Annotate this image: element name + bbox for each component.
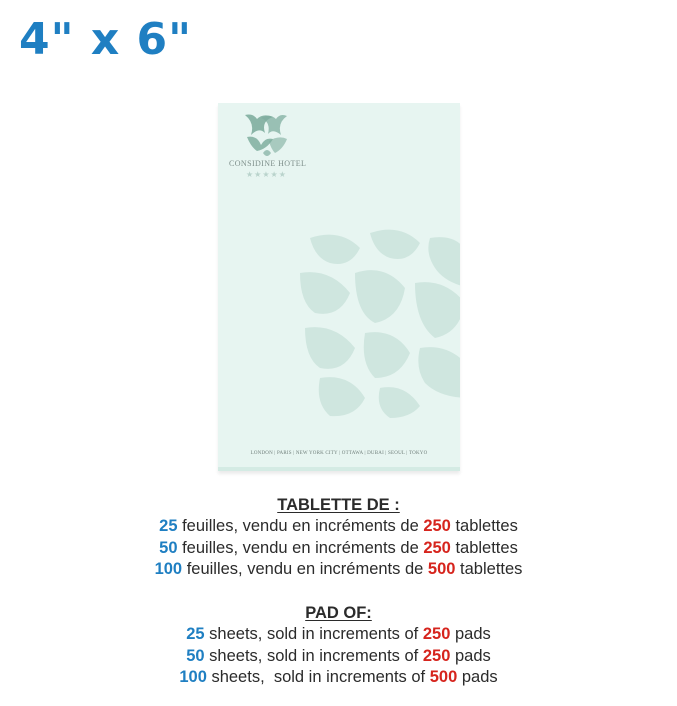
row-text: sheets, sold in increments of (204, 646, 423, 665)
notepad-mockup (218, 103, 460, 471)
increment-count: 250 (423, 517, 451, 535)
damask-ornament-icon (300, 228, 460, 418)
row-text: feuilles, vendu en incréments de (177, 538, 424, 557)
english-row (0, 646, 677, 668)
row-unit: tablettes (455, 560, 523, 578)
size-title: 4" x 6" (19, 14, 193, 65)
sheet-count: 100 (179, 668, 207, 686)
increment-count: 500 (427, 560, 456, 578)
row-text: sheets, sold in increments of (204, 625, 423, 643)
french-info (0, 495, 677, 581)
row-text: feuilles, vendu en incréments de (182, 560, 428, 578)
hotel-cities: LONDON | PARIS | NEW YORK CITY | OTTAWA | DUBAI | SEOUL | TOKYO (250, 451, 428, 456)
increment-count: 250 (422, 646, 451, 665)
french-row (0, 516, 677, 538)
row-unit: pads (450, 646, 491, 665)
row-unit: tablettes (450, 538, 518, 557)
sheet-count: 25 (186, 625, 205, 643)
hotel-name: CONSIDINE HOTEL (229, 159, 307, 168)
hotel-logo-icon (243, 113, 291, 159)
row-text: sheets, sold in increments of (206, 668, 430, 686)
hotel-stars: ★★★★★ (246, 170, 287, 179)
increment-count: 250 (423, 538, 451, 557)
sheet-count: 50 (186, 646, 205, 665)
french-row (0, 538, 677, 560)
sheet-count: 25 (159, 517, 178, 535)
french-heading: TABLETTE DE : (277, 496, 400, 514)
increment-count: 250 (422, 625, 451, 643)
row-unit: pads (457, 668, 498, 686)
row-unit: tablettes (450, 517, 518, 535)
sheet-count: 50 (159, 538, 178, 557)
sheet-count: 100 (154, 560, 183, 578)
row-unit: pads (450, 625, 491, 643)
english-info (0, 603, 677, 689)
english-row (0, 667, 677, 689)
english-heading: PAD OF: (305, 604, 372, 622)
english-row (0, 624, 677, 646)
row-text: feuilles, vendu en incréments de (177, 517, 424, 535)
pad-edge (218, 467, 460, 471)
french-row (0, 559, 677, 581)
increment-count: 500 (429, 668, 458, 686)
